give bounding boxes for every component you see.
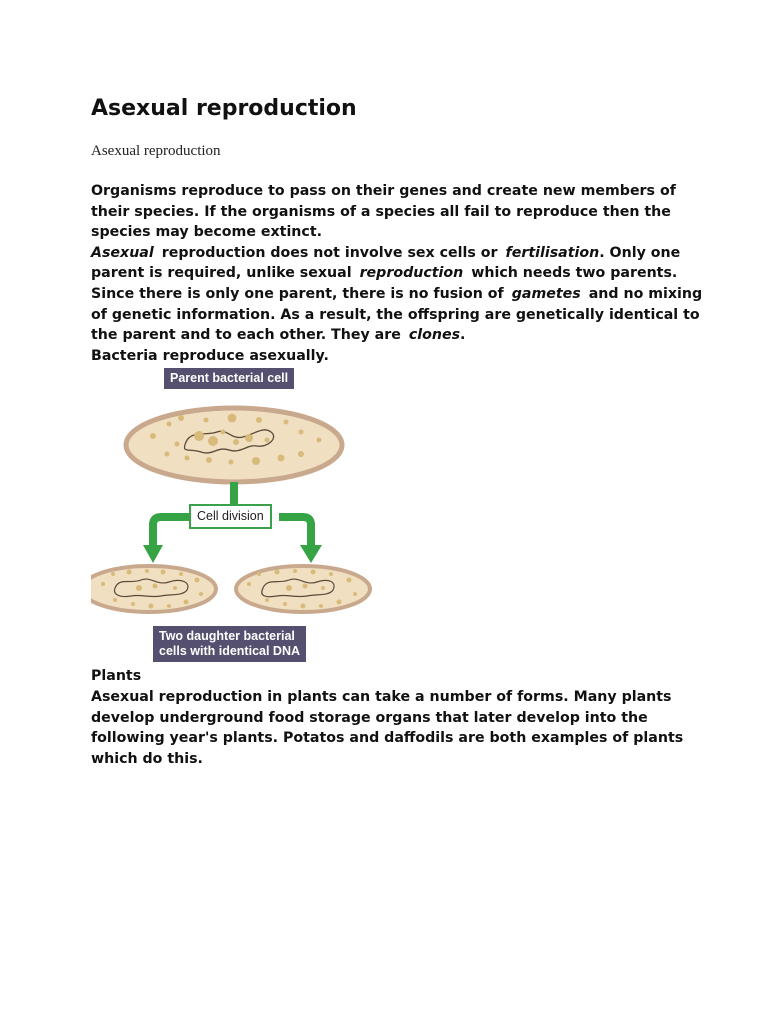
term-reproduction: reproduction — [359, 265, 464, 282]
plants-paragraph: Asexual reproduction in plants can take a number of forms. Many plants develop underground food storage organs that later develop into the following year's plants. Potatos and daffodils are both examples of plants which do this. — [91, 688, 684, 767]
daughter-cell-left-body — [91, 566, 216, 612]
parent-cell-label: Parent bacterial cell — [164, 368, 294, 389]
text-segment: reproduction does not involve sex cells or — [161, 244, 498, 261]
arrow-left-branch — [153, 517, 189, 547]
page-title: Asexual reproduction — [91, 96, 357, 121]
term-asexual: Asexual — [91, 244, 154, 261]
plants-section — [91, 666, 711, 769]
term-fertilisation: fertilisation — [505, 244, 600, 261]
daughter-cell-left — [91, 566, 216, 612]
text-segment: . Only one parent is required, unlike sexual — [91, 244, 681, 282]
daughter-label-line-2: cells with identical DNA — [159, 644, 301, 659]
page-subtitle: Asexual reproduction — [91, 143, 221, 159]
term-clones: clones — [408, 327, 461, 344]
parent-cell — [126, 408, 342, 482]
cell-division-label: Cell division — [189, 504, 272, 529]
arrow-right-branch — [279, 517, 311, 547]
intro-paragraph-2 — [91, 243, 711, 346]
intro-paragraph-1: Organisms reproduce to pass on their genes and create new members of their species. If the organisms of a species all fail to reproduce then the species may become extinct. — [91, 183, 676, 241]
arrow-stem — [230, 482, 238, 504]
text-segment: . — [460, 327, 466, 344]
text-segment: and no mixing of genetic information. As a result, the offspring are genetically identical to the parent and to each other. They are — [91, 285, 703, 344]
daughter-cell-right — [236, 566, 370, 612]
text-segment: which needs two parents. Since there is only one parent, there is no fusion of — [91, 265, 678, 302]
term-gametes: gametes — [511, 285, 581, 302]
arrow-left-head — [143, 545, 163, 563]
daughter-label-line-1: Two daughter bacterial — [159, 629, 295, 644]
arrow-right-head — [300, 545, 322, 563]
plants-heading: Plants — [91, 668, 142, 685]
intro-paragraph-3: Bacteria reproduce asexually. — [91, 347, 329, 364]
bacteria-division-figure — [91, 366, 391, 666]
daughter-cells-label — [153, 626, 306, 662]
document-page — [91, 95, 711, 769]
intro-text — [91, 181, 711, 366]
